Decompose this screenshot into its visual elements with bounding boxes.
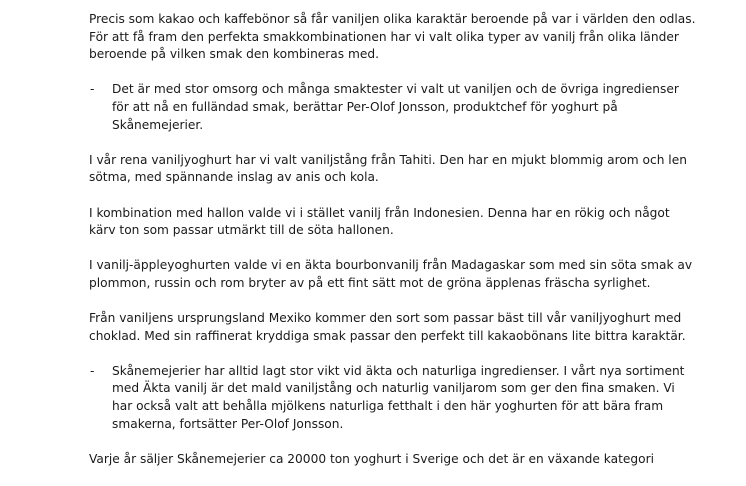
paragraph-tahiti (89, 152, 689, 187)
document-body (89, 11, 696, 486)
text-line: med Äkta vanilj är det mald vaniljstång och naturlig vaniljarom som ger den fina smaken. Vi (112, 381, 675, 396)
bullet-dash: - (90, 82, 95, 97)
quote-bullet-2 (89, 363, 689, 433)
paragraph-mexico (89, 310, 689, 345)
text-line: I kombination med hallon valde vi i stället vanilj från Indonesien. Denna har en rökig och något (89, 205, 670, 220)
text-line: För att få fram den perfekta smakkombinationen har vi valt olika typer av vanilj från olika länder (89, 29, 679, 44)
text-line: Skånemejerier. (112, 117, 204, 132)
text-line: kärv ton som passar utmärkt till de söta hallonen. (89, 223, 394, 238)
text-line: Precis som kakao och kaffebönor så får vaniljen olika karaktär beroende på var i världen den odlas. (89, 12, 696, 26)
paragraph-madagascar (89, 257, 693, 292)
quote-bullet-1 (89, 81, 689, 134)
text-line: sötma, med spännande inslag av anis och kola. (89, 170, 379, 185)
text-line: smakerna, fortsätter Per-Olof Jonsson. (112, 416, 344, 431)
text-line: Från vaniljens ursprungsland Mexiko kommer den sort som passar bäst till vår vaniljyoghurt med (89, 311, 682, 326)
paragraph-indonesia (89, 205, 689, 240)
text-line: Varje år säljer Skånemejerier ca 20000 ton yoghurt i Sverige och det är en växande kategori (89, 451, 654, 466)
text-line: Det är med stor omsorg och många smaktester vi valt ut vaniljen och de övriga ingredienser (112, 82, 679, 97)
text-line: har också valt att behålla mjölkens naturliga fetthalt i den här yoghurten för att bära fram (112, 399, 664, 414)
text-line: för att nå en fulländad smak, berättar Per-Olof Jonsson, produktchef för yoghurt på (112, 99, 618, 114)
paragraph-cutoff (89, 451, 689, 469)
text-line: Skånemejerier har alltid lagt stor vikt vid äkta och naturliga ingredienser. I vårt nya sortiment (112, 363, 685, 378)
text-line: I vår rena vaniljyoghurt har vi valt vaniljstång från Tahiti. Den har en mjukt blommig arom och len (89, 152, 687, 167)
text-line: beroende på vilken smak den kombineras med. (89, 47, 379, 62)
bullet-dash: - (90, 363, 95, 378)
text-line: plommon, russin och rom bryter av på ett fint sätt mot de gröna äpplenas fräscha syrlighet. (89, 275, 651, 290)
text-line: I vanilj-äppleyoghurten valde vi en äkta bourbonvanilj från Madagaskar som med sin söta smak av (89, 258, 693, 273)
paragraph-intro (89, 11, 696, 64)
text-line: choklad. Med sin raffinerat kryddiga smak passar den perfekt till kakaobönans lite bittra karaktär. (89, 328, 686, 343)
